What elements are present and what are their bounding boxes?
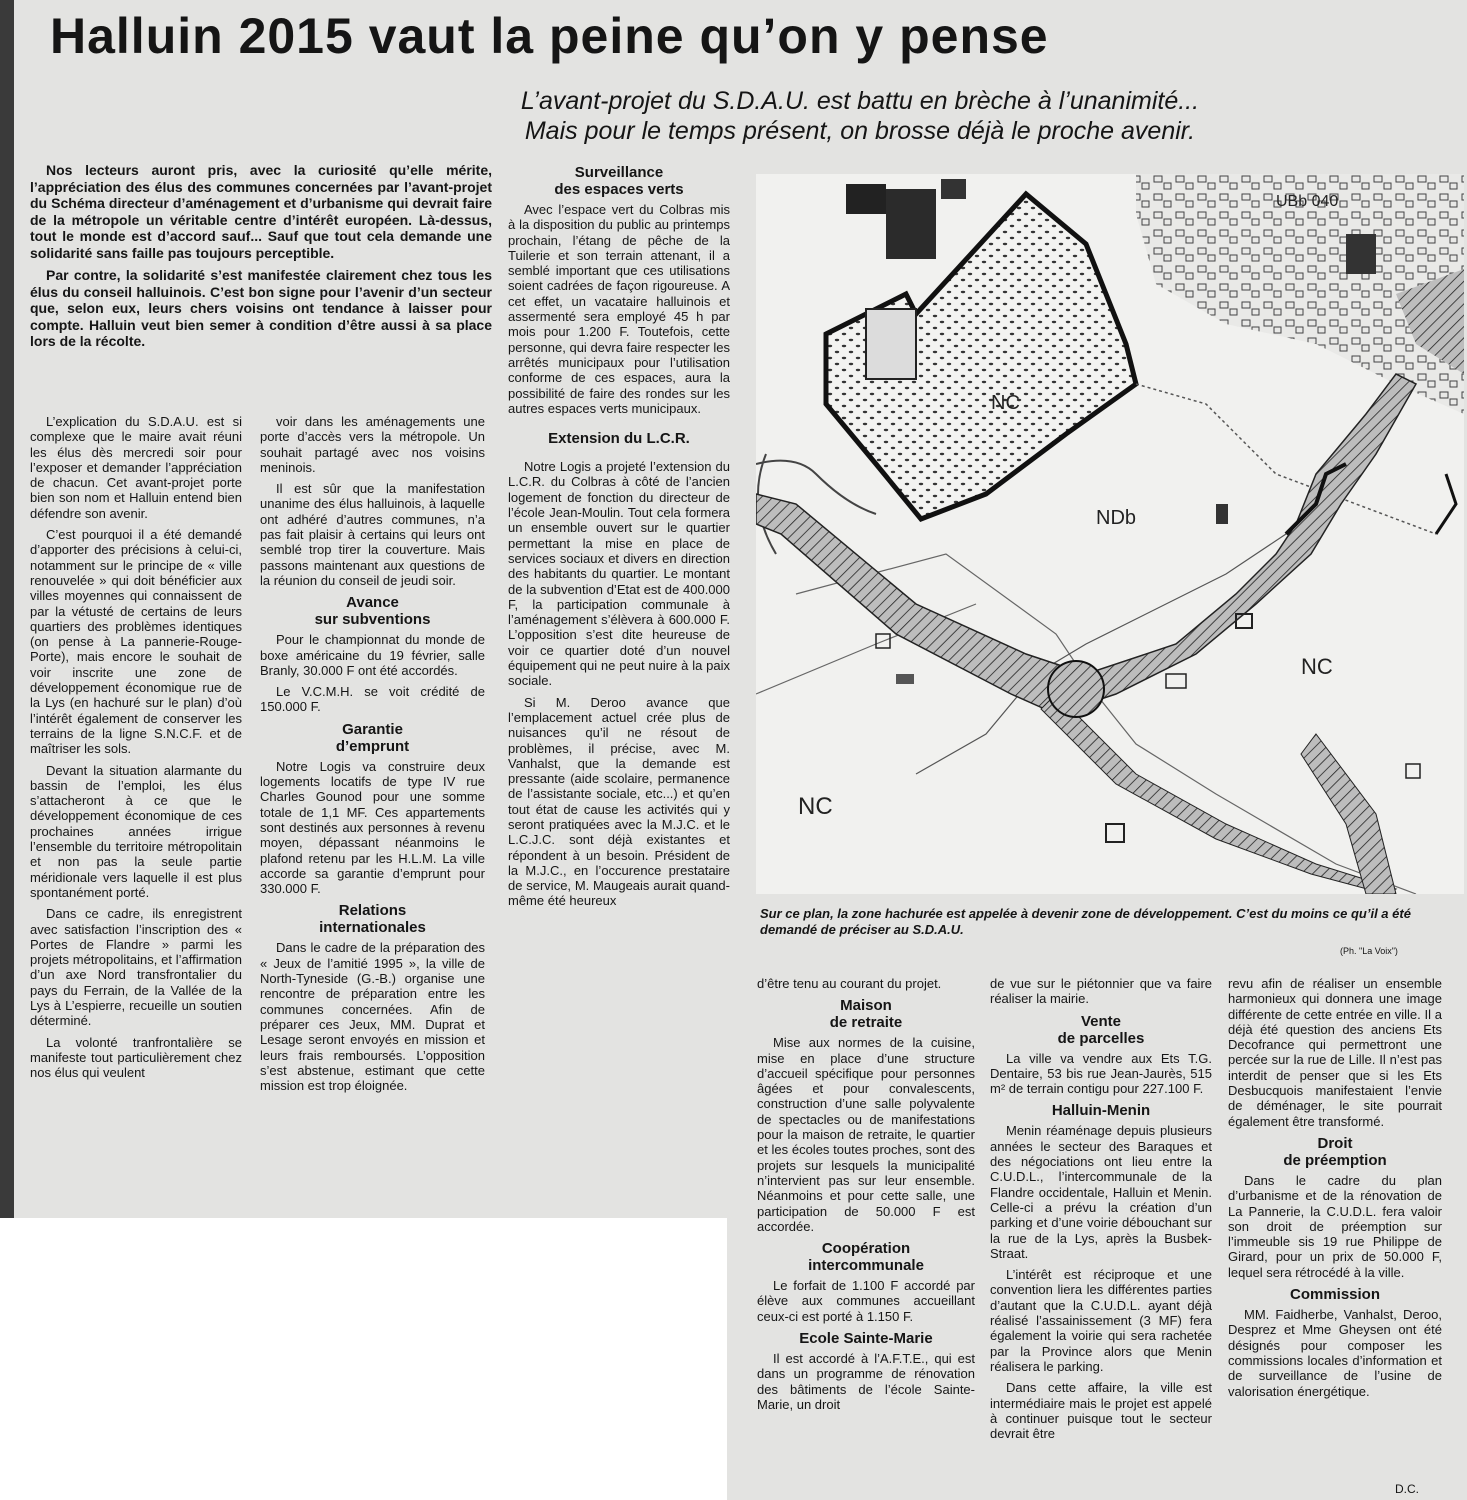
headline: Halluin 2015 vaut la peine qu’on y pense xyxy=(50,8,1049,64)
paragraph: Menin réaménage depuis plusieurs années le secteur des Baraques et des négociations ont lieu entre la C.U.D.L., l’intercommunale de la Flandre occidentale, Halluin et Menin. Celle-ci a prévu la création d’un parking et d’une voirie débouchant sur la rue de la Lys, après la Busbek-Straat. xyxy=(990,1123,1212,1261)
column-3 xyxy=(508,158,730,915)
paragraph: C’est pourquoi il a été demandé d’apporter des précisions à celui-ci, notamment sur le principe de « ville renouvelée » qui doit bénéficier aux villes moyennes qui connaissent de par la vétusté de certains de leurs quartiers des problèmes identiques (on pense à La pannerie-Rouge-Porte), mais encore le souhait de voir inscrite une zone de développement économique rue de la Lys (en hachuré sur le plan) d’où l’intérêt également de conserver les terrains de la ligne S.N.C.F. et de maîtriser les sols. xyxy=(30,527,242,757)
paragraph: Dans cette affaire, la ville est intermédiaire mais le projet est appelé à continuer puisque tout le secteur devrait être xyxy=(990,1380,1212,1442)
map-label-nc: NC xyxy=(991,392,1020,414)
building xyxy=(866,309,916,379)
map-label-ubb: UBb 040 xyxy=(1276,193,1339,210)
subtitle-line-1: L’avant-projet du S.D.A.U. est battu en brèche à l’unanimité... xyxy=(520,87,1200,115)
subtitle-line-2: Mais pour le temps présent, on brosse déjà le proche avenir. xyxy=(524,117,1196,145)
photo-credit: (Ph. "La Voix") xyxy=(1340,946,1398,956)
paragraph: Si M. Deroo avance que l’emplacement actuel crée plus de nuisances qu’il ne résout de problèmes, il précise, avec M. Vanhalst, que la demande est pressante (aide scolaire, permanence de l’assistante sociale, etc...) et qu’en tout état de cause les activités qui y seront pratiquées avec la M.J.C. et le L.C.J.C. sont déjà existantes et répondent à un besoin. Président de la M.J.C., en l’occurence prestataire de service, M. Maugeais aurait quand-même été heureux xyxy=(508,694,730,909)
column-1 xyxy=(30,414,242,1086)
column-6 xyxy=(1228,976,1442,1405)
paragraph: Dans ce cadre, ils enregistrent avec satisfaction l’inscription des « Portes de Flandre » parmi les projets métropolitains, et l’affirmation d’un axe Nord transfrontalier du pays du Ferrain, de la Vallée de la Lys à L’espierre, recueille un soutien déterminé. xyxy=(30,906,242,1029)
section-heading-cooperation: Coopération intercommunale xyxy=(808,1240,924,1275)
paragraph: de vue sur le piétonnier que va faire réaliser la mairie. xyxy=(990,976,1212,1007)
zoning-map xyxy=(756,174,1464,894)
paragraph: La volonté tranfrontalière se manifeste tout particulièrement chez nos élus qui veulent xyxy=(30,1034,242,1081)
paragraph: Le V.C.M.H. se voit crédité de 150.000 F. xyxy=(260,684,485,715)
section-heading-ecole: Ecole Sainte-Marie xyxy=(799,1330,933,1348)
section-heading-maison: Maison de retraite xyxy=(829,997,903,1032)
building xyxy=(846,184,886,214)
map-label-nc: NC xyxy=(1301,654,1333,679)
roundabout xyxy=(1048,661,1104,717)
intro-block xyxy=(30,162,492,356)
paragraph: Mise aux normes de la cuisine, mise en place d’une structure d’accueil spécifique pour personnes âgées et pour convalescents, construction d’une salle polyvalente de spectacles ou de manifestations pour la maison de retraite, le quartier et les écoles toutes proches, sont des projets sur lesquels la municipalité n’intervient pas sur leur ensemble. Néanmoins et pour cette salle, une participation de 50.000 F est accordée. xyxy=(757,1035,975,1234)
column-5 xyxy=(990,976,1212,1447)
section-heading-surveillance: Surveillance des espaces verts xyxy=(554,164,684,198)
building xyxy=(941,179,966,199)
section-heading-commission: Commission xyxy=(1289,1286,1380,1304)
section-heading-droit: Droit de préemption xyxy=(1283,1134,1387,1169)
intro-paragraph: Nos lecteurs auront pris, avec la curiosité qu’elle mérite, l’appréciation des élus des communes concernées par l’avant-projet du Schéma directeur d’aménagement et d’urbanisme qui devrait faire de la métropole un véritable centre d’intérêt européen. Là-dessus, tout le monde est d’accord sauf... Sauf que tout cela demande une solidarité sans faille pas toujours perceptible. xyxy=(30,162,492,261)
column-2 xyxy=(260,414,485,1099)
paragraph: Notre Logis va construire deux logements locatifs de type IV rue Charles Gounod pour une somme totale de 1,1 MF. Ces appartements sont destinés aux personnes à revenu moyen, dépassant néanmoins le plafond retenu par les H.L.M. La ville accorde sa garantie d’emprunt pour 330.000 F. xyxy=(260,758,485,897)
section-heading-extension: Extension du L.C.R. xyxy=(548,430,690,448)
paragraph: Il est sûr que la manifestation unanime des élus halluinois, à laquelle ont adhéré d’autres communes, n’a pas fait plaisir à certains qui leurs ont semblé trop tirer la couverture. Mais passons maintenant aux questions de la réunion du conseil de jeudi soir. xyxy=(260,481,485,588)
paragraph: MM. Faidherbe, Vanhalst, Deroo, Desprez et Mme Gheysen ont été désignés pour composer les commissions locales d’information et de surveillance de l’usine de valorisation énergétique. xyxy=(1228,1307,1442,1399)
paragraph: L’intérêt est réciproque et une convention liera les différentes parties d’autant que la C.U.D.L. ayant déjà réalisé l’assainissement (3 MF) fera également la voirie qui sera rachetée par la Province alors que Menin réalisera le parking. xyxy=(990,1267,1212,1374)
section-heading-halluin-menin: Halluin-Menin xyxy=(1051,1102,1151,1120)
section-heading-avance: Avance sur subventions xyxy=(314,594,431,629)
section-heading-vente: Vente de parcelles xyxy=(1057,1012,1145,1047)
building xyxy=(1216,504,1228,524)
column-4 xyxy=(757,976,975,1418)
building xyxy=(896,674,914,684)
paragraph: Devant la situation alarmante du bassin de l’emploi, les élus s’attacheront à ce que le développement économique de ces prochaines années irrigue l’ensemble du territoire métropolitain et non pas la seule partie méridionale vers laquelle il est plus spontanément porté. xyxy=(30,762,242,900)
paragraph: La ville va vendre aux Ets T.G. Dentaire, 53 bis rue Jean-Jaurès, 515 m² de terrain contigu pour 227.100 F. xyxy=(990,1050,1212,1097)
author-signature: D.C. xyxy=(1395,1482,1419,1496)
paragraph: Dans le cadre du plan d’urbanisme et de la rénovation de La Pannerie, la C.U.D.L. fera valoir son droit de préemption sur l’immeuble sis 19 rue Philippe de Girard, pour un prix de 50.000 F, lequel sera rétrocédé à la ville. xyxy=(1228,1172,1442,1280)
paragraph: voir dans les aménagements une porte d’accès vers la métropole. Un souhait partagé avec nos voisins meninois. xyxy=(260,414,485,475)
paragraph: Avec l’espace vert du Colbras mis à la disposition du public au printemps prochain, l’étang de pêche de la Tuilerie et son terrain attenant, il a semblé important que ces utilisations soient cadrées de façon rigoureuse. A cet effet, un vacataire halluinois et assermenté sera employé 45 h par mois pour 1.200 F. Toutefois, cette personne, qui devra faire respecter les arrêtés municipaux pour l’utilisation conforme de ces espaces, aura la possibilité de faire des rondes sur les autres espaces verts municipaux. xyxy=(508,202,730,416)
map-caption: Sur ce plan, la zone hachurée est appelée à devenir zone de développement. C’est du moins ce qu’il a été demandé de préciser au S.D.A.U. xyxy=(760,906,1411,937)
section-heading-garantie: Garantie d’emprunt xyxy=(335,720,410,755)
scan-edge xyxy=(0,0,14,1218)
map-label-ndb: NDb xyxy=(1096,507,1137,529)
building xyxy=(1346,234,1376,274)
section-heading-relations: Relations internationales xyxy=(319,902,426,937)
paragraph: Dans le cadre de la préparation des « Jeux de l’amitié 1995 », la ville de North-Tyneside (G.-B.) organise une rencontre de préparation entre les communes concernées. Afin de préparer ces Jeux, MM. Duprat et Lesage seront envoyés en mission et leurs frais remboursés. L’opposition s’est abstenue, estimant que cette mission est trop éloignée. xyxy=(260,940,485,1094)
intro-paragraph: Par contre, la solidarité s’est manifestée clairement chez tous les élus du conseil halluinois. C’est bon signe pour l’avenir d’un secteur que, selon eux, leurs chers voisins ont tendance à laisser pour compte. Halluin veut bien semer à condition d’être aussi à sa place lors de la récolte. xyxy=(30,267,492,349)
paragraph: L’explication du S.D.A.U. est si complexe que le maire avait réuni les élus dès mercredi soir pour l’exposer et demander l’appréciation de chacun. Cet avant-projet porte bien son nom et Halluin entend bien défendre son avenir. xyxy=(30,414,242,521)
subtitle xyxy=(270,86,1450,146)
building xyxy=(886,189,936,259)
paragraph: Notre Logis a projeté l’extension du L.C.R. du Colbras à côté de l’ancien logement de fonction du directeur de l’école Jean-Moulin. Tout cela formera un ensemble ouvert sur le quartier permettant la mise en place de services sociaux et divers en direction des habitants du quartier. Le montant de la subvention d’Etat est de 400.000 F, la participation communale à l’aménagement s’élèvera à 600.000 F. L’opposition s’est dite heureuse de voir ce quartier doté d’un nouvel équipement qui ne peut nuire à la paix sociale. xyxy=(508,459,730,689)
paragraph: revu afin de réaliser un ensemble harmonieux qui donnera une image différente de cette entrée en ville. Il a déjà été question des anciens Ets Decofrance qui permettront une percée sur la rue de Lille. Il n’est pas interdit de penser que si les Ets Desbucquois manifestaient l’envie de déménager, le site pourrait également être transformé. xyxy=(1228,976,1442,1129)
paragraph: Il est accordé à l’A.F.T.E., qui est dans un programme de rénovation des bâtiments de l’école Sainte-Marie, un droit xyxy=(757,1351,975,1412)
paragraph: Pour le championnat du monde de boxe américaine du 19 février, salle Branly, 30.000 F ont été accordés. xyxy=(260,632,485,678)
paragraph: Le forfait de 1.100 F accordé par élève aux communes accueillant ceux-ci est porté à 1.150 F. xyxy=(757,1278,975,1324)
paragraph: d’être tenu au courant du projet. xyxy=(757,976,942,991)
map-label-nc: NC xyxy=(798,793,833,820)
